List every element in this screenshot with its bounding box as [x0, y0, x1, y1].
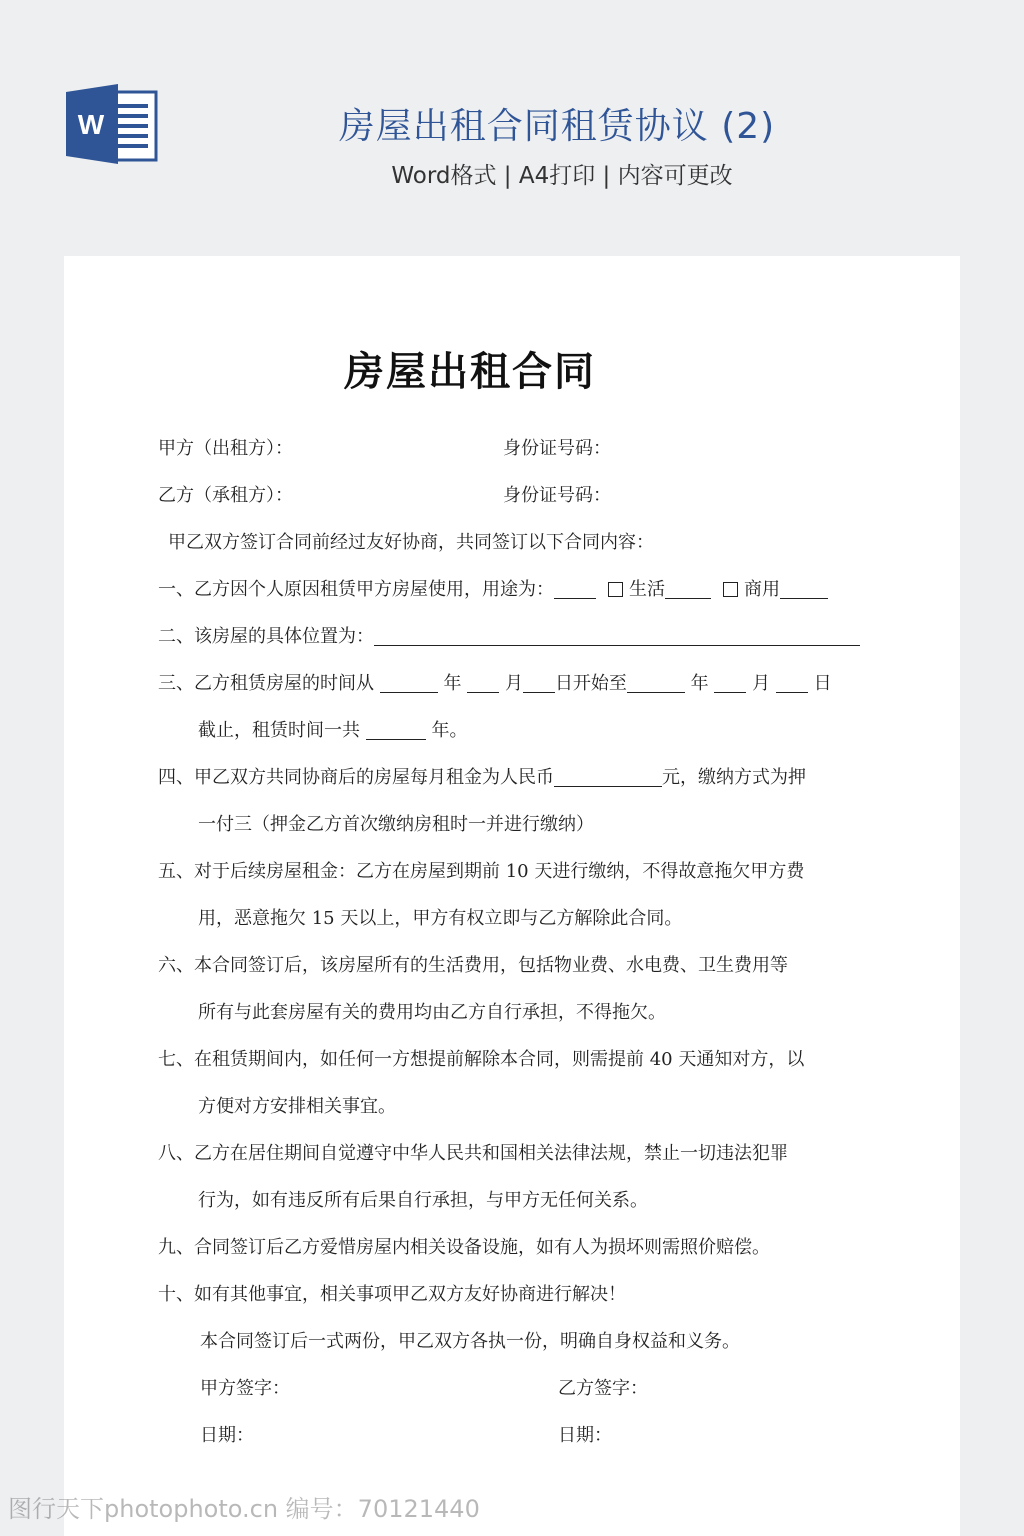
clause-5-line-2: 用，恶意拖欠 15 天以上，甲方有权立即与乙方解除此合同。 [198, 908, 683, 929]
day-to-label: 日开始至 [554, 673, 627, 694]
blank-duration-years[interactable] [366, 719, 426, 740]
clause-5-line-1: 五、对于后续房屋租金：乙方在房屋到期前 10 天进行缴纳，不得故意拖欠甲方费 [158, 861, 805, 882]
party-a-label: 甲方（出租方）： [158, 438, 293, 459]
clause-6-line-2: 所有与此套房屋有关的费用均由乙方自行承担，不得拖欠。 [198, 1002, 666, 1023]
blank-start-month[interactable] [467, 672, 499, 693]
party-b-id-label: 身份证号码： [503, 485, 611, 506]
svg-text:W: W [77, 109, 105, 140]
clause-8-line-1: 八、乙方在居住期间自觉遵守中华人民共和国相关法律法规，禁止一切违法犯罪 [158, 1143, 788, 1164]
clause-3-duration-unit: 年。 [431, 720, 468, 741]
clause-1-text: 一、乙方因个人原因租赁甲方房屋使用，用途为： [158, 579, 554, 600]
clause-7-line-2: 方便对方安排相关事宜。 [198, 1096, 396, 1117]
blank [780, 578, 828, 599]
clause-1 [158, 577, 828, 603]
header [0, 0, 1024, 256]
date-b-label: 日期： [558, 1425, 612, 1446]
clause-8-line-2: 行为，如有违反所有后果自行承担，与甲方无任何关系。 [198, 1190, 648, 1211]
clause-3-line-2 [198, 718, 467, 744]
option-living-label: 生活 [629, 579, 665, 600]
watermark: 图行天下photophoto.cn 编号：70121440 [8, 1495, 480, 1523]
clause-3-duration-text: 截止，租赁时间一共 [198, 720, 360, 741]
clause-2-text: 二、该房屋的具体位置为： [158, 626, 374, 647]
signature-b-label: 乙方签字： [558, 1378, 648, 1399]
clause-3-line-1 [158, 671, 832, 697]
clause-9: 九、合同签订后乙方爱惜房屋内相关设备设施，如有人为损坏则需照价赔偿。 [158, 1237, 770, 1258]
month-label: 月 [752, 673, 771, 694]
closing-text: 本合同签订后一式两份，甲乙双方各执一份，明确自身权益和义务。 [200, 1331, 740, 1352]
blank-end-day[interactable] [776, 672, 808, 693]
year-label: 年 [690, 673, 709, 694]
blank [665, 578, 711, 599]
day-label: 日 [813, 673, 832, 694]
clause-2 [158, 624, 860, 650]
option-commercial-label: 商用 [744, 579, 780, 600]
clause-7-line-1: 七、在租赁期间内，如任何一方想提前解除本合同，则需提前 40 天通知对方，以 [158, 1049, 805, 1070]
signature-a-label: 甲方签字： [200, 1378, 290, 1399]
party-b-label: 乙方（承租方）： [158, 485, 293, 506]
clause-10: 十、如有其他事宜，相关事项甲乙双方友好协商进行解决！ [158, 1284, 626, 1305]
clause-4-text: 四、甲乙双方共同协商后的房屋每月租金为人民币 [158, 767, 554, 788]
year-label: 年 [443, 673, 462, 694]
header-subtitle: Word格式 | A4打印 | 内容可更改 [391, 163, 733, 189]
blank-location[interactable] [374, 625, 860, 646]
blank-start-year[interactable] [380, 672, 438, 693]
clause-4-text-2: 元，缴纳方式为押 [662, 767, 806, 788]
header-title: 房屋出租合同租赁协议 (2) [338, 106, 776, 147]
clause-4-line-1 [158, 765, 806, 791]
checkbox-living[interactable] [608, 582, 623, 597]
date-a-label: 日期： [200, 1425, 254, 1446]
blank-end-month[interactable] [714, 672, 746, 693]
document-title: 房屋出租合同 [344, 348, 596, 395]
blank-rent-amount[interactable] [554, 766, 662, 787]
blank-purpose[interactable] [554, 578, 596, 599]
clause-6-line-1: 六、本合同签订后，该房屋所有的生活费用，包括物业费、水电费、卫生费用等 [158, 955, 788, 976]
party-a-id-label: 身份证号码： [503, 438, 611, 459]
checkbox-commercial[interactable] [723, 582, 738, 597]
clause-3-text: 三、乙方租赁房屋的时间从 [158, 673, 374, 694]
month-label: 月 [504, 673, 523, 694]
blank-end-year[interactable] [627, 672, 685, 693]
intro-text: 甲乙双方签订合同前经过友好协商，共同签订以下合同内容： [168, 532, 654, 553]
clause-4-line-2: 一付三（押金乙方首次缴纳房租时一并进行缴纳） [198, 814, 594, 835]
blank-start-day[interactable] [523, 672, 555, 693]
